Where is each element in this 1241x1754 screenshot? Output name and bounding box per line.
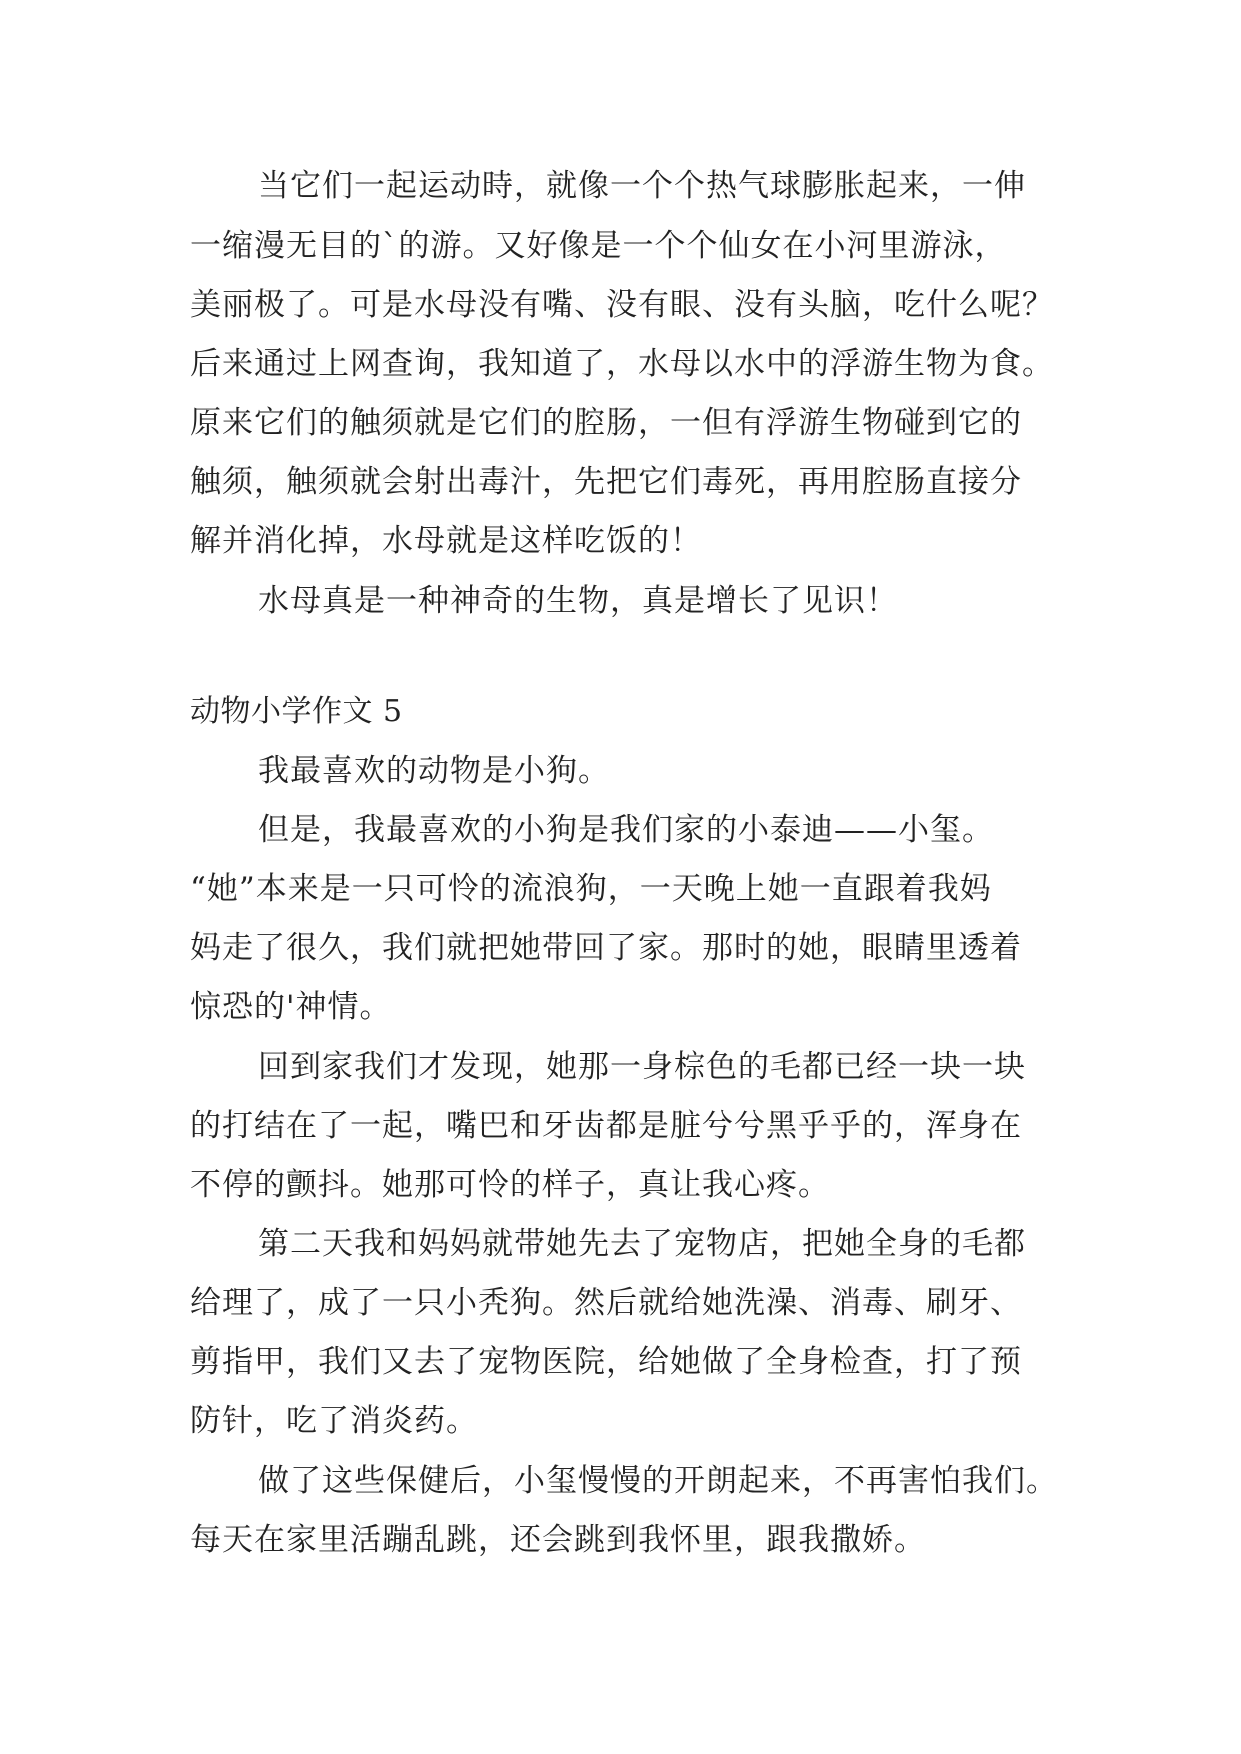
paragraph-6-line-2: 给理了，成了一只小秃狗。然后就给她洗澡、消毒、刷牙、	[190, 1285, 1022, 1321]
paragraph-5-line-1: 回到家我们才发现，她那一身棕色的毛都已经一块一块	[258, 1049, 1026, 1085]
paragraph-1-line-1: 当它们一起运动時，就像一个个热气球膨胀起来，一伸	[258, 168, 1026, 204]
document-page	[190, 0, 1070, 1754]
paragraph-6-line-4: 防针，吃了消炎药。	[190, 1403, 478, 1439]
paragraph-7-line-1: 做了这些保健后，小玺慢慢的开朗起来，不再害怕我们。	[258, 1463, 1058, 1499]
paragraph-4-line-1: 但是，我最喜欢的小狗是我们家的小泰迪——小玺。	[258, 812, 994, 848]
section-heading: 动物小学作文 5	[190, 694, 403, 729]
paragraph-5-line-2: 的打结在了一起，嘴巴和牙齿都是脏兮兮黑乎乎的，浑身在	[190, 1108, 1022, 1144]
paragraph-4-line-2: “她”本来是一只可怜的流浪狗，一天晚上她一直跟着我妈	[190, 871, 992, 907]
paragraph-4-line-4: 惊恐的'神情。	[190, 989, 392, 1025]
paragraph-1-line-7: 解并消化掉，水母就是这样吃饭的！	[190, 523, 702, 559]
paragraph-1-line-2: 一缩漫无目的`的游。又好像是一个个仙女在小河里游泳，	[190, 228, 1007, 264]
paragraph-1-line-6: 触须，触须就会射出毒汁，先把它们毒死，再用腔肠直接分	[190, 464, 1022, 500]
paragraph-1-line-5: 原来它们的触须就是它们的腔肠，一但有浮游生物碰到它的	[190, 405, 1022, 441]
paragraph-7-line-2: 每天在家里活蹦乱跳，还会跳到我怀里，跟我撒娇。	[190, 1522, 926, 1558]
paragraph-2-line-1: 水母真是一种神奇的生物，真是增长了见识！	[258, 583, 898, 619]
paragraph-3-line-1: 我最喜欢的动物是小狗。	[258, 753, 610, 789]
paragraph-1-line-3: 美丽极了。可是水母没有嘴、没有眼、没有头脑，吃什么呢？	[190, 287, 1054, 323]
paragraph-6-line-1: 第二天我和妈妈就带她先去了宠物店，把她全身的毛都	[258, 1226, 1026, 1262]
paragraph-4-line-3: 妈走了很久，我们就把她带回了家。那时的她，眼睛里透着	[190, 930, 1022, 966]
paragraph-5-line-3: 不停的颤抖。她那可怜的样子，真让我心疼。	[190, 1167, 830, 1203]
paragraph-1-line-4: 后来通过上网查询，我知道了，水母以水中的浮游生物为食。	[190, 346, 1054, 382]
paragraph-6-line-3: 剪指甲，我们又去了宠物医院，给她做了全身检查，打了预	[190, 1344, 1022, 1380]
